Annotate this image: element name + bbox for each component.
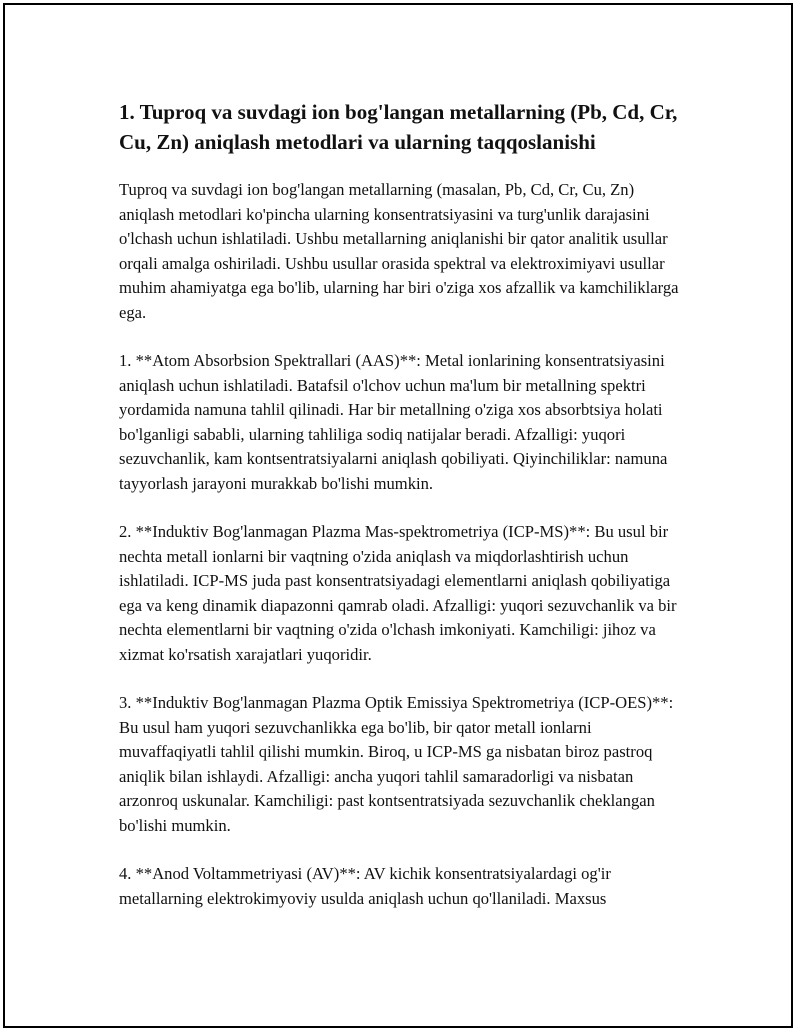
document-body: [119, 97, 679, 935]
document-title: 1. Tuproq va suvdagi ion bog'langan metallarning (Pb, Cd, Cr, Cu, Zn) aniqlash metodlari va ularning taqqoslanishi: [119, 100, 678, 154]
paragraph-av: 4. **Anod Voltammetriyasi (AV)**: AV kichik konsentratsiyalardagi og'ir metallarning elektrokimyoviy usulda aniqlash uchun qo'llaniladi. Maxsus: [119, 864, 611, 908]
paragraph-aas: 1. **Atom Absorbsion Spektrallari (AAS)**: Metal ionlarining konsentratsiyasini aniqlash uchun ishlatiladi. Batafsil o'lchov uchun ma'lum bir metallning spektri yordamida namuna tahlil qilinadi. Har bir metallning o'ziga xos absorbtsiya holati bo'lganligi sababli, ularning tahliliga sodiq natijalar beradi. Afzalligi: yuqori sezuvchanlik, kam kontsentratsiyalarni aniqlash qobiliyati. Qiyinchiliklar: namuna tayyorlash jarayoni murakkab bo'lishi mumkin.: [119, 351, 668, 493]
paragraph-icp-ms: 2. **Induktiv Bog'lanmagan Plazma Mas-spektrometriya (ICP-MS)**: Bu usul bir nechta metall ionlarni bir vaqtning o'zida aniqlash va miqdorlashtirish uchun ishlatiladi. ICP-MS juda past konsentratsiyadagi elementlarni aniqlash qobiliyatiga ega va keng dinamik diapazonni qamrab oladi. Afzalligi: yuqori sezuvchanlik va bir nechta elementlarni bir vaqtning o'zida o'lchash imkoniyati. Kamchiligi: jihoz va xizmat ko'rsatish xarajatlari yuqoridir.: [119, 522, 677, 664]
intro-paragraph: Tuproq va suvdagi ion bog'langan metallarning (masalan, Pb, Cd, Cr, Cu, Zn) aniqlash metodlari ko'pincha ularning konsentratsiyasini va turg'unlik darajasini o'lchash uchun ishlatiladi. Ushbu metallarning aniqlanishi bir qator analitik usullar orqali amalga oshiriladi. Ushbu usullar orasida spektral va elektroximiyavi usullar muhim ahamiyatga ega bo'lib, ularning har biri o'ziga xos afzallik va kamchiliklarga ega.: [119, 180, 679, 322]
document-page: [3, 3, 793, 1028]
paragraph-icp-oes: 3. **Induktiv Bog'lanmagan Plazma Optik Emissiya Spektrometriya (ICP-OES)**: Bu usul ham yuqori sezuvchanlikka ega bo'lib, bir qator metall ionlarni muvaffaqiyatli tahlil qilishi mumkin. Biroq, u ICP-MS ga nisbatan biroz pastroq aniqlik bilan ishlaydi. Afzalligi: ancha yuqori tahlil samaradorligi va nisbatan arzonroq uskunalar. Kamchiligi: past kontsentratsiyada sezuvchanlik cheklangan bo'lishi mumkin.: [119, 693, 674, 835]
